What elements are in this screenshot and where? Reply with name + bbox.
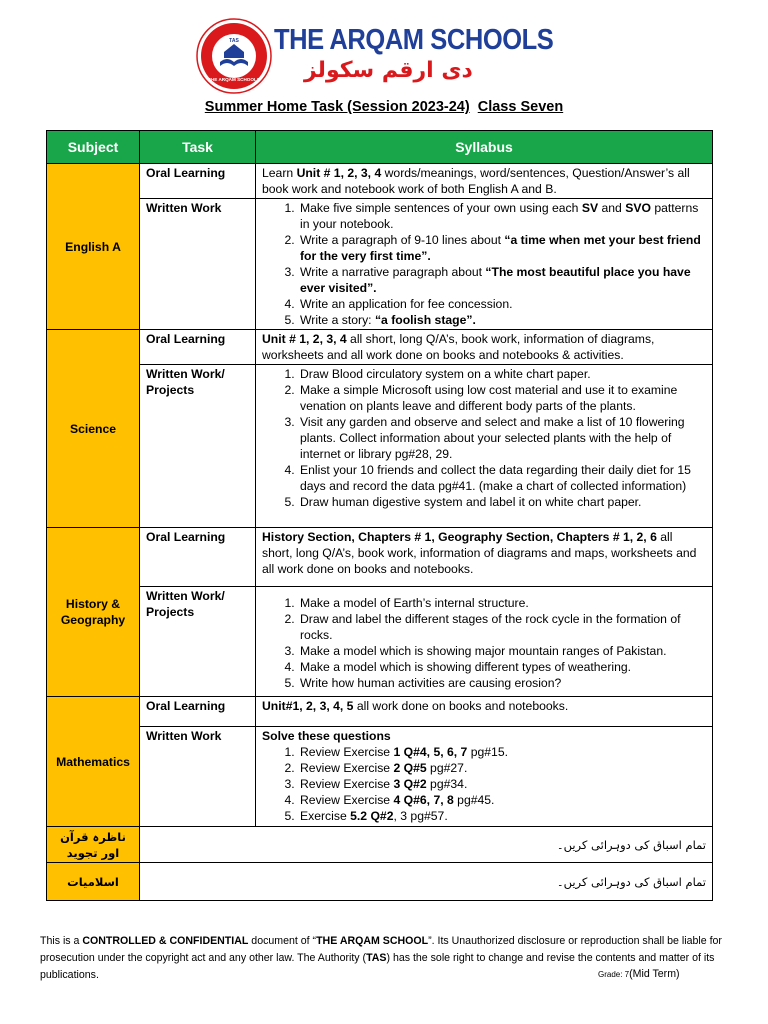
task-written: Written Work/ Projects [140, 365, 256, 528]
title-class: Class Seven [477, 99, 564, 115]
list-item [298, 366, 706, 382]
text-run: all work done on books and notebooks. [353, 699, 569, 713]
text-run: Unit # 1, 2, 3, 4 [296, 166, 382, 180]
task-oral: Oral Learning [140, 528, 256, 587]
text-run: Make a model which is showing major mountain ranges of Pakistan. [300, 644, 667, 658]
text-run: Exercise [300, 809, 351, 823]
syllabus-cell [256, 528, 713, 587]
title-session: Summer Home Task (Session 2023-24) [204, 99, 470, 115]
table-row [47, 199, 713, 330]
brand-name-urdu: دی ارقم سکولز [304, 58, 473, 83]
subject-history-geography: History & Geography [47, 528, 140, 697]
document-title [0, 99, 768, 115]
text-run: “a time when met your best friend for the very first time”. [300, 233, 701, 263]
text-run: “a foolish stage”. [374, 313, 476, 327]
text-run: pg#45. [453, 793, 495, 807]
task-list [262, 595, 706, 691]
text-run: History Section, Chapters # 1, Geography Section, Chapters # 1, 2, 6 [262, 530, 657, 544]
subject-quran: ناظرہ قرآن اور تجوید [47, 827, 140, 863]
table-row [47, 727, 713, 827]
table-row [47, 330, 713, 365]
text-run: SV [581, 201, 599, 215]
text-run: Write how human activities are causing erosion? [300, 676, 562, 690]
syllabus-cell: تمام اسباق کی دوہرائی کریں۔ [140, 863, 713, 901]
list-item [298, 595, 706, 611]
syllabus-cell [256, 199, 713, 330]
list-item [298, 312, 706, 328]
grade-label [598, 968, 680, 980]
task-written: Written Work [140, 199, 256, 330]
list-item [298, 296, 706, 312]
text-run: patterns in your notebook. [300, 201, 699, 231]
text-run: TAS [366, 952, 387, 964]
text-run: Visit any garden and observe and select and make a list of 10 flowering plants. Collect information about your selected plants with the help of internet or library pg#28, 29. [300, 415, 685, 461]
text-run: Unit # 1, 2, 3, 4 [262, 332, 347, 346]
text-run: SVO [625, 201, 651, 215]
text-run: ”. Its Unauthorized disclosure or reproduction shall be liable for prosecution under the copyright act and any other law. The Authority ( [40, 935, 722, 964]
task-oral: Oral Learning [140, 697, 256, 727]
table-row [47, 697, 713, 727]
list-item [298, 611, 706, 643]
syllabus-cell [256, 330, 713, 365]
syllabus-cell: تمام اسباق کی دوہرائی کریں۔ [140, 827, 713, 863]
syllabus-cell [256, 164, 713, 199]
syllabus-cell [256, 587, 713, 697]
table-row [47, 863, 713, 901]
syllabus-cell [256, 697, 713, 727]
text-run: Write a narrative paragraph about [300, 265, 486, 279]
list-item [298, 232, 706, 264]
task-written: Written Work/ Projects [140, 587, 256, 697]
grade-number: Grade: 7 [598, 970, 630, 979]
list-item [298, 808, 706, 824]
table-header-row [47, 131, 713, 164]
subject-islamiat: اسلامیات [47, 863, 140, 901]
text-run: Review Exercise [300, 793, 394, 807]
list-item [298, 382, 706, 414]
text-run: Write an application for fee concession. [300, 297, 513, 311]
table-row [47, 365, 713, 528]
text-run: words/meanings, word/sentences, Question/Answer’s all book work and notebook work of both English A and B. [262, 166, 690, 196]
text-run: pg#34. [426, 777, 468, 791]
text-run: Draw and label the different stages of the rock cycle in the formation of rocks. [300, 612, 681, 642]
text-run: 5.2 Q#2 [350, 809, 394, 823]
table-row [47, 587, 713, 697]
text-run: , 3 pg#57. [393, 809, 448, 823]
text-run: Review Exercise [300, 777, 394, 791]
text-run: This is a [40, 935, 83, 947]
subject-science: Science [47, 330, 140, 528]
text-run: 1 Q#4, 5, 6, 7 [393, 745, 468, 759]
list-item [298, 776, 706, 792]
text-run: 2 Q#5 [393, 761, 427, 775]
list-item [298, 462, 706, 494]
table-row [47, 164, 713, 199]
table-row [47, 528, 713, 587]
text-run: 4 Q#6, 7, 8 [393, 793, 454, 807]
list-item [298, 414, 706, 462]
grade-term: (Mid Term) [629, 968, 680, 980]
text-run: Write a paragraph of 9-10 lines about [300, 233, 505, 247]
text-run: CONTROLLED & CONFIDENTIAL [82, 935, 249, 947]
text-run: Draw human digestive system and label it on white chart paper. [300, 495, 642, 509]
text-run: Make five simple sentences of your own using each [300, 201, 582, 215]
text-run: Learn [262, 166, 297, 180]
task-list [262, 744, 706, 824]
list-item [298, 675, 706, 691]
task-table [46, 130, 713, 901]
text-run: 3 Q#2 [393, 777, 427, 791]
text-run: “The most beautiful place you have ever visited”. [300, 265, 691, 295]
header-syllabus: Syllabus [256, 131, 713, 164]
text-run: Unit#1, 2, 3, 4, 5 [262, 699, 354, 713]
text-run: ) has the sole right to change and revise the contents and matter of its publications. [40, 952, 715, 981]
text-run: pg#27. [426, 761, 468, 775]
list-item [298, 659, 706, 675]
task-oral: Oral Learning [140, 164, 256, 199]
list-item [298, 760, 706, 776]
header-subject: Subject [47, 131, 140, 164]
brand-name-english: THE ARQAM SCHOOLS [274, 24, 554, 56]
list-item [298, 494, 706, 510]
list-item [298, 792, 706, 808]
text-run: Review Exercise [300, 761, 394, 775]
school-header [196, 18, 554, 96]
text-run: document of “ [248, 935, 317, 947]
task-list [262, 366, 706, 510]
text-run: Enlist your 10 friends and collect the data regarding their daily diet for 15 days and record the data pg#41. (make a chart of collected information) [300, 463, 691, 493]
text-run: and [598, 201, 626, 215]
text-run: THE ARQAM SCHOOL [316, 935, 429, 947]
text-run: Draw Blood circulatory system on a white chart paper. [300, 367, 591, 381]
subject-mathematics: Mathematics [47, 697, 140, 827]
text-run: Review Exercise [300, 745, 394, 759]
text-run: Make a simple Microsoft using low cost material and use it to examine venation on plants leave and different body parts of the plants. [300, 383, 678, 413]
list-item [298, 264, 706, 296]
table-row [47, 827, 713, 863]
text-run: Write a story: [300, 313, 375, 327]
syllabus-cell [256, 365, 713, 528]
header-task: Task [140, 131, 256, 164]
list-item [298, 744, 706, 760]
school-logo [196, 18, 272, 94]
syllabus-cell [256, 727, 713, 827]
task-oral: Oral Learning [140, 330, 256, 365]
list-item [298, 200, 706, 232]
math-written-heading: Solve these questions [262, 729, 391, 743]
task-list [262, 200, 706, 328]
logo-ring-text: THE ARQAM SCHOOLS [208, 77, 260, 82]
text-run: Make a model of Earth’s internal structure. [300, 596, 529, 610]
task-written: Written Work [140, 727, 256, 827]
logo-center-text: TAS [229, 38, 239, 44]
list-item [298, 643, 706, 659]
subject-english: English A [47, 164, 140, 330]
text-run: all short, long Q/A’s, book work, information of diagrams and maps, worksheets and all work done on books and notebooks. [262, 530, 697, 576]
text-run: pg#15. [467, 745, 508, 759]
text-run: Make a model which is showing different types of weathering. [300, 660, 632, 674]
text-run: all short, long Q/A’s, book work, information of diagrams, worksheets and all work done on books and notebooks & activities. [262, 332, 655, 362]
